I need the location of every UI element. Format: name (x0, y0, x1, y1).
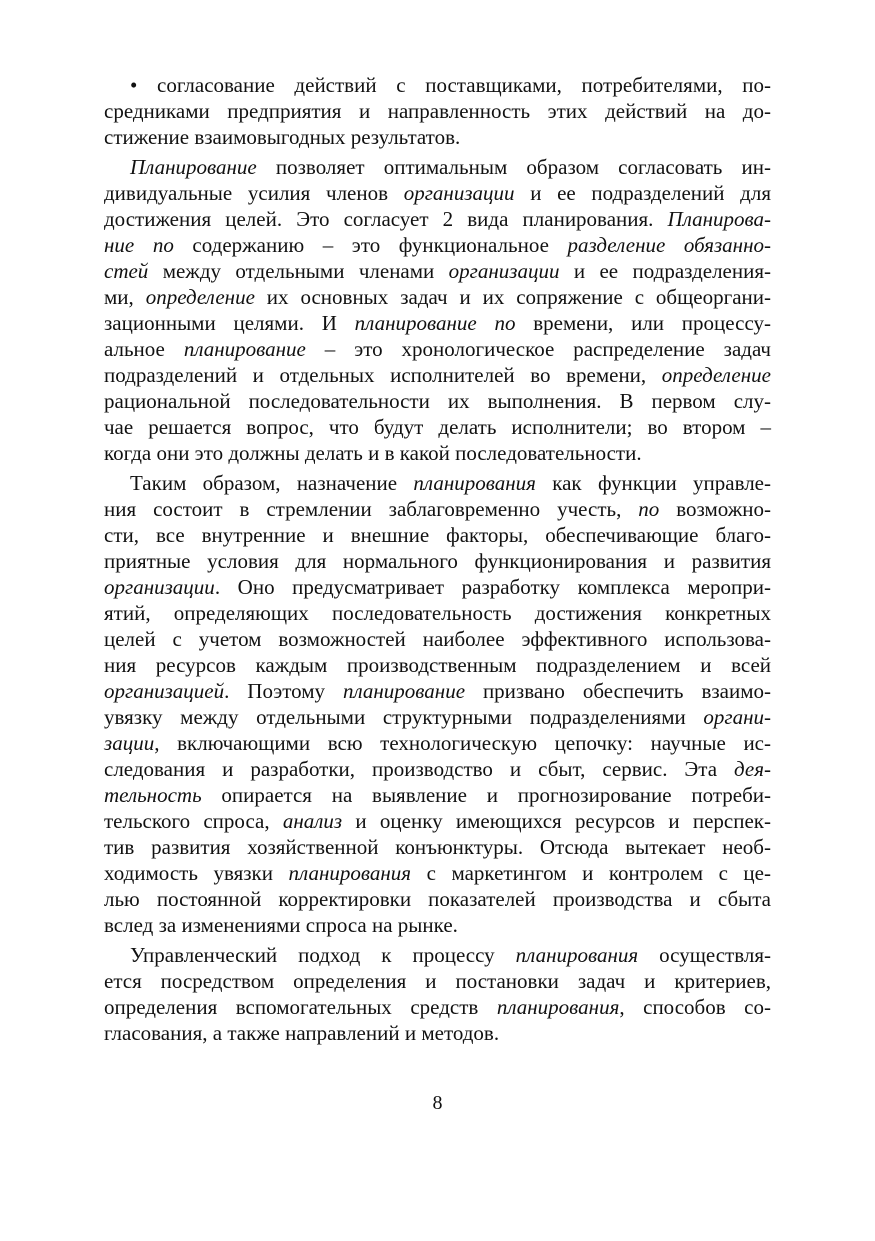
text-line (104, 72, 771, 98)
text-run: , включающими всю технологическую цепочку: научные ис- (154, 731, 771, 755)
italic-term: организацией (104, 679, 225, 703)
text-run: дивидуальные усилия членов (104, 181, 404, 205)
text-run: лью постоянной корректировки показателей производства и сбыта (104, 887, 771, 911)
italic-term: анализ (282, 809, 343, 833)
text-run: их основных задач и их сопряжение с общеоргани- (254, 285, 772, 309)
text-run: времени, или процессу- (515, 311, 771, 335)
text-run: осуществля- (638, 943, 771, 967)
italic-term: Планирова- (667, 207, 771, 231)
text-run: ятий, определяющих последовательность достижения конкретных (104, 601, 771, 625)
text-line (104, 470, 771, 496)
italic-term: планирование (183, 337, 306, 361)
text-run: между отдельными членами (148, 259, 449, 283)
text-line (104, 124, 771, 150)
text-run: стижение взаимовыгодных результатов. (104, 125, 461, 149)
text-line (104, 232, 771, 258)
text-run: Таким образом, назначение (130, 471, 414, 495)
italic-term: планирование по (354, 311, 516, 335)
italic-term: ние по (104, 233, 174, 257)
text-line (104, 258, 771, 284)
text-run: чае решается вопрос, что будут делать исполнители; во втором – (104, 415, 771, 439)
text-line (104, 626, 771, 652)
text-line (104, 440, 771, 466)
text-run: следования и разработки, производство и сбыт, сервис. Эта (104, 757, 735, 781)
text-body (104, 72, 771, 1046)
text-line (104, 1020, 771, 1046)
text-run: рациональной последовательности их выполнения. В первом слу- (104, 389, 771, 413)
italic-term: организации (104, 575, 215, 599)
italic-term: Планирование (130, 155, 257, 179)
text-run: и оценку имеющихся ресурсов и перспек- (342, 809, 771, 833)
text-line (104, 886, 771, 912)
text-run: когда они это должны делать и в какой последовательности. (104, 441, 642, 465)
text-run: тив развития хозяйственной конъюнктуры. Отсюда вытекает необ- (104, 835, 771, 859)
text-line (104, 860, 771, 886)
italic-term: планирования (496, 995, 620, 1019)
text-line (104, 912, 771, 938)
italic-term: тельность (104, 783, 202, 807)
italic-term: организации (403, 181, 515, 205)
italic-term: по (638, 497, 660, 521)
text-run: содержанию – это функциональное (173, 233, 568, 257)
italic-term: стей (104, 259, 149, 283)
text-run: опирается на выявление и прогнозирование потреби- (201, 783, 771, 807)
text-run: подразделений и отдельных исполнителей во времени, (104, 363, 662, 387)
text-run: . Оно предусматривает разработку комплекса меропри- (214, 575, 771, 599)
text-line (104, 98, 771, 124)
text-run: тельского спроса, (104, 809, 283, 833)
text-run: как функции управле- (535, 471, 771, 495)
text-run: ми, (104, 285, 146, 309)
text-run: ется посредством определения и постановки задач и критериев, (104, 969, 771, 993)
text-run: – это хронологическое распределение задач (305, 337, 771, 361)
text-line (104, 808, 771, 834)
text-run: целей с учетом возможностей наиболее эффективного использова- (104, 627, 771, 651)
text-run: увязку между отдельными структурными подразделениями (104, 705, 704, 729)
text-line (104, 548, 771, 574)
text-line (104, 522, 771, 548)
text-run: возможно- (659, 497, 771, 521)
text-run: приятные условия для нормального функционирования и развития (104, 549, 771, 573)
text-line (104, 362, 771, 388)
text-line (104, 310, 771, 336)
text-run: вслед за изменениями спроса на рынке. (104, 913, 458, 937)
text-run: Управленческий подход к процессу (130, 943, 516, 967)
italic-term: определение (661, 363, 771, 387)
text-line (104, 154, 771, 180)
page-body (104, 72, 771, 1046)
text-run: ходимость увязки (104, 861, 289, 885)
text-run: и ее подразделения- (559, 259, 772, 283)
text-line (104, 942, 771, 968)
italic-term: зации (104, 731, 155, 755)
italic-term: планирования (413, 471, 536, 495)
text-line (104, 600, 771, 626)
text-line (104, 336, 771, 362)
text-line (104, 756, 771, 782)
text-run: сти, все внутренние и внешние факторы, обеспечивающие благо- (104, 523, 771, 547)
italic-term: определение (145, 285, 255, 309)
text-run: средниками предприятия и направленность этих действий на до- (104, 99, 771, 123)
text-line (104, 414, 771, 440)
text-line (104, 496, 771, 522)
text-run: с маркетингом и контролем с це- (411, 861, 771, 885)
text-run: определения вспомогательных средств (104, 995, 497, 1019)
text-line (104, 782, 771, 808)
text-line (104, 834, 771, 860)
page-number: 8 (432, 1092, 443, 1114)
text-line (104, 388, 771, 414)
text-run: ния ресурсов каждым производственным подразделением и всей (104, 653, 771, 677)
text-line (104, 284, 771, 310)
text-line (104, 704, 771, 730)
text-line (104, 652, 771, 678)
text-line (104, 730, 771, 756)
text-run: . Поэтому (224, 679, 343, 703)
text-run: призвано обеспечить взаимо- (465, 679, 771, 703)
text-line (104, 574, 771, 600)
text-run: зационными целями. И (104, 311, 355, 335)
text-line (104, 994, 771, 1020)
text-run: • согласование действий с поставщиками, потребителями, по- (130, 73, 771, 97)
italic-term: планирования (288, 861, 412, 885)
text-line (104, 206, 771, 232)
text-run: , способов со- (619, 995, 771, 1019)
italic-term: планирования (515, 943, 639, 967)
text-line (104, 678, 771, 704)
text-run: альное (104, 337, 184, 361)
italic-term: организации (448, 259, 560, 283)
text-run: гласования, а также направлений и методов. (104, 1021, 500, 1045)
italic-term: дея- (734, 757, 771, 781)
text-line (104, 968, 771, 994)
text-run: и ее подразделений для (514, 181, 771, 205)
text-run: достижения целей. Это согласует 2 вида планирования. (104, 207, 668, 231)
text-run: позволяет оптимальным образом согласовать ин- (256, 155, 771, 179)
italic-term: планирование (342, 679, 466, 703)
text-run: ния состоит в стремлении заблаговременно учесть, (104, 497, 639, 521)
italic-term: органи- (703, 705, 771, 729)
text-line (104, 180, 771, 206)
italic-term: разделение обязанно- (567, 233, 771, 257)
